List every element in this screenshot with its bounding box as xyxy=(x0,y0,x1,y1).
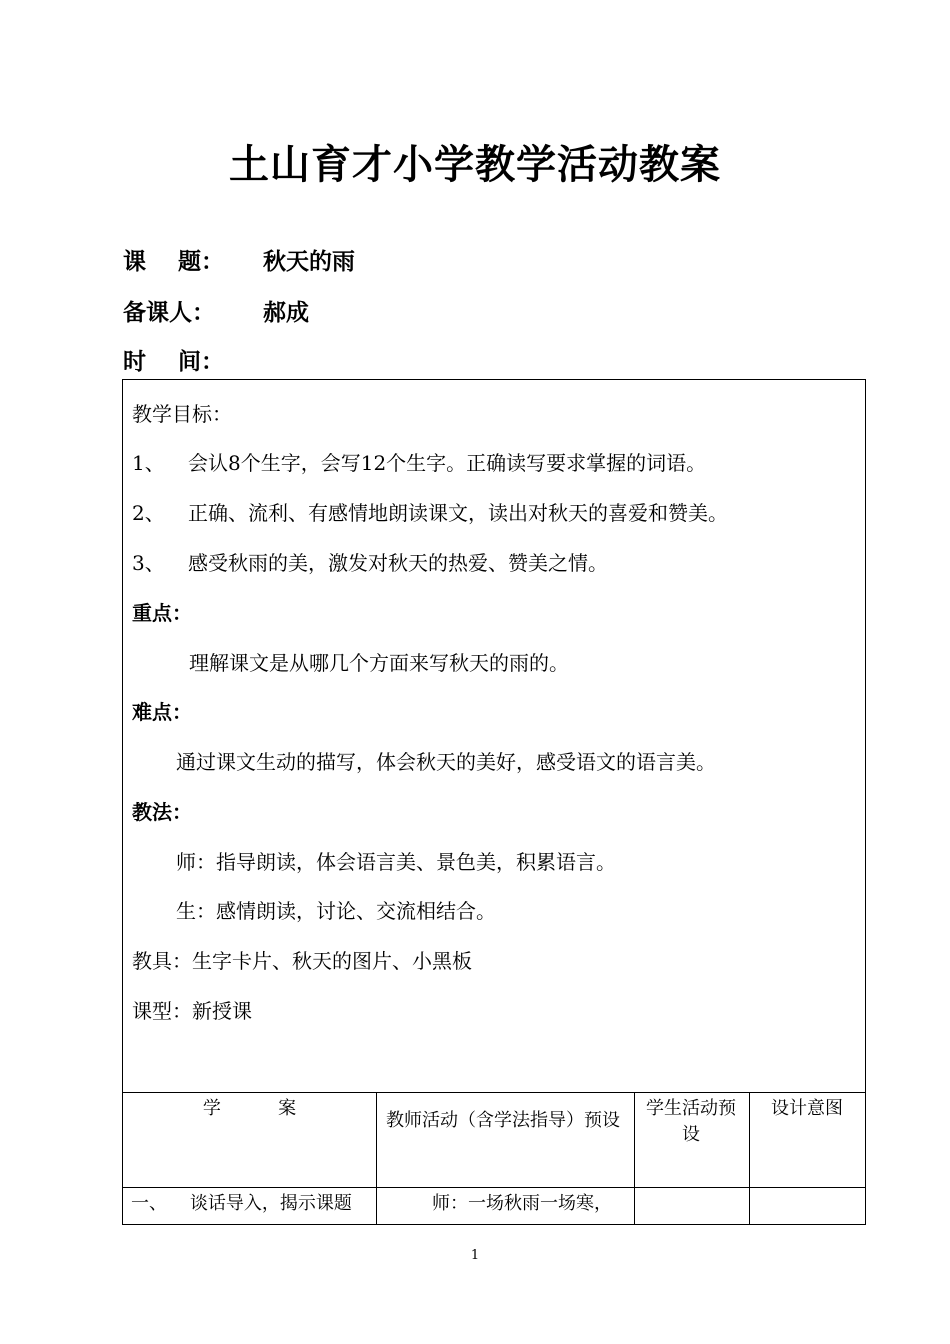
table-column-divider xyxy=(634,1092,635,1225)
time-row xyxy=(123,343,263,376)
table-column-divider xyxy=(376,1092,377,1225)
objective-number: 3、 xyxy=(132,551,165,575)
page-number: 1 xyxy=(470,1248,480,1263)
topic-value: 秋天的雨 xyxy=(263,248,355,275)
objectives-heading: 教学目标： xyxy=(132,402,232,426)
lesson-type: 课型：新授课 xyxy=(132,999,252,1023)
objective-item-1 xyxy=(132,447,706,476)
time-label: 时 间： xyxy=(123,348,225,375)
table-top-border xyxy=(123,1092,865,1093)
table-header-design-intent: 设计意图 xyxy=(771,1098,843,1119)
objective-text: 感受秋雨的美，激发对秋天的热爱、赞美之情。 xyxy=(188,551,608,575)
method-teacher: 师：指导朗读，体会语言美、景色美，积累语言。 xyxy=(176,850,616,874)
topic-row xyxy=(123,243,355,276)
table-row-divider xyxy=(123,1187,865,1188)
key-point-text: 理解课文是从哪几个方面来写秋天的雨的。 xyxy=(189,651,569,675)
teaching-tools: 教具：生字卡片、秋天的图片、小黑板 xyxy=(132,949,472,973)
table-cell-teacher-activity: 师：一场秋雨一场寒， xyxy=(432,1193,612,1214)
objective-item-2 xyxy=(132,497,728,526)
objective-number: 2、 xyxy=(132,501,165,525)
key-point-heading: 重点： xyxy=(132,601,192,625)
objective-text: 会认8个生字，会写12个生字。正确读写要求掌握的词语。 xyxy=(188,451,707,475)
objective-number: 1、 xyxy=(132,451,165,475)
preparer-value: 郝成 xyxy=(263,299,309,326)
difficulty-text: 通过课文生动的描写，体会秋天的美好，感受语文的语言美。 xyxy=(176,750,716,774)
document-title: 土山育才小学教学活动教案 xyxy=(229,142,721,188)
table-header-plan: 学 案 xyxy=(202,1098,297,1119)
objective-item-3 xyxy=(132,547,608,576)
method-heading: 教法： xyxy=(132,800,192,824)
table-header-teacher-activity: 教师活动（含学法指导）预设 xyxy=(386,1110,620,1131)
difficulty-heading: 难点： xyxy=(132,700,192,724)
preparer-label: 备课人： xyxy=(123,299,215,326)
table-header-student-activity: 学生活动预设 xyxy=(646,1098,736,1145)
topic-label: 课 题： xyxy=(123,248,225,275)
lesson-plan-box xyxy=(122,379,866,1225)
objective-text: 正确、流利、有感情地朗读课文，读出对秋天的喜爱和赞美。 xyxy=(188,501,728,525)
preparer-row xyxy=(123,294,309,327)
table-cell-plan-step: 一、 谈话导入，揭示课题 xyxy=(131,1193,352,1214)
method-student: 生：感情朗读，讨论、交流相结合。 xyxy=(176,899,496,923)
